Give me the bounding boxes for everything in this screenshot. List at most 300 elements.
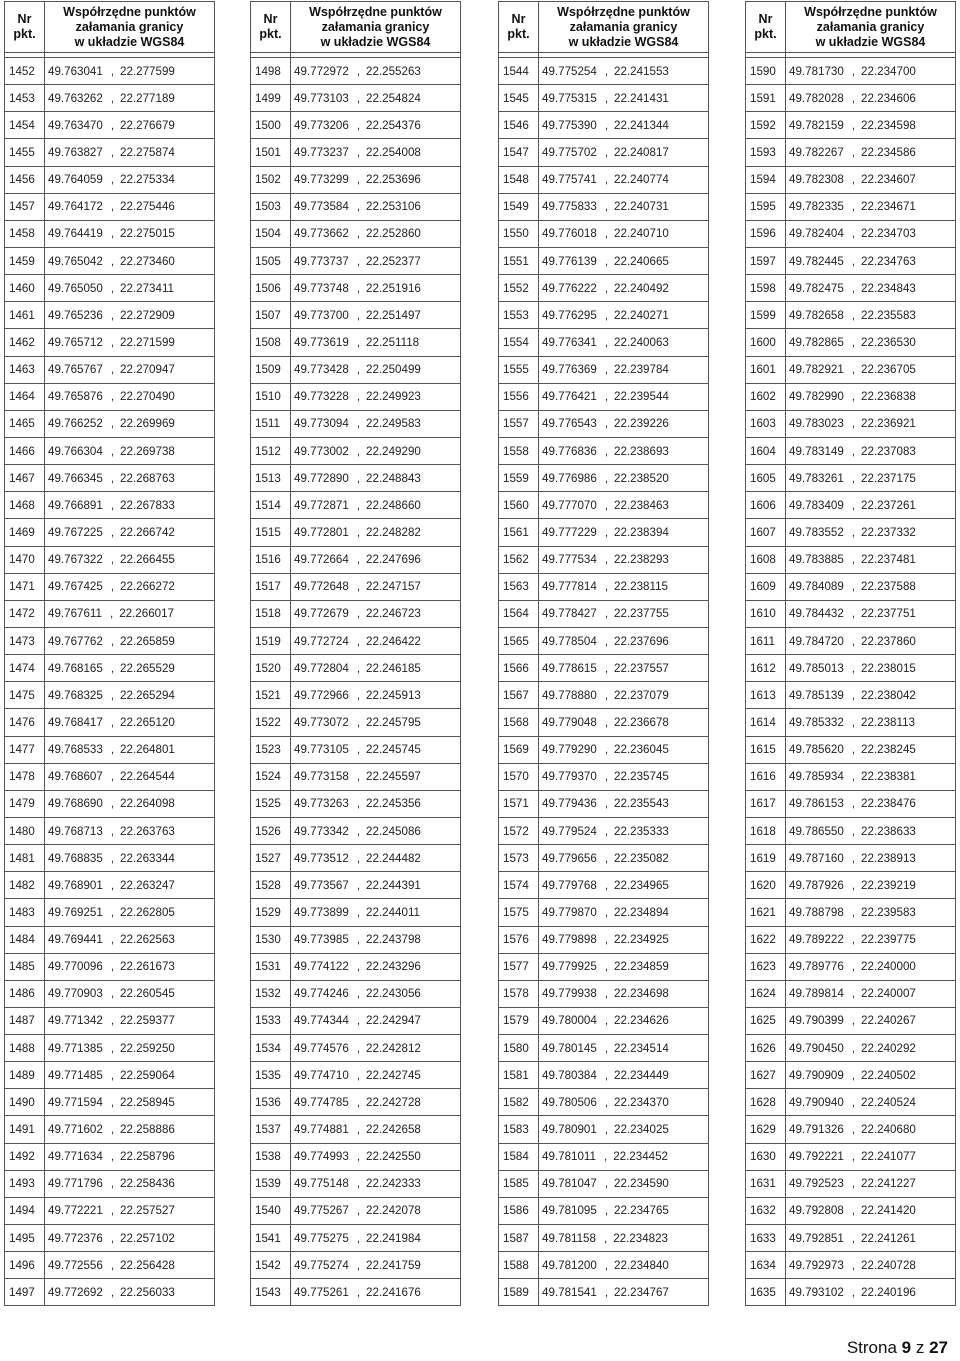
point-coordinates [786,112,956,139]
latitude: 49.780901 [542,1123,597,1137]
point-coordinates [539,817,709,844]
coordinates-table [745,1,956,1306]
latitude: 49.775148 [294,1177,349,1191]
latitude: 49.790450 [789,1041,844,1055]
point-coordinates [45,1089,215,1116]
longitude: 22.259064 [120,1068,175,1082]
table-row [746,763,956,790]
point-number: 1504 [251,220,291,247]
point-coordinates [291,356,461,383]
point-number: 1629 [746,1116,786,1143]
table-row [251,492,461,519]
longitude: 22.246422 [366,634,421,648]
coordinate-separator: , [356,64,361,78]
table-row [5,356,215,383]
nr-header-line: Nr [511,12,526,26]
latitude: 49.771796 [48,1177,103,1191]
table-row [746,1089,956,1116]
coordinate-separator: , [604,335,609,349]
longitude: 22.246723 [366,607,421,621]
point-coordinates [539,655,709,682]
coordinate-separator: , [851,824,856,838]
latitude: 49.765042 [48,254,103,268]
longitude: 22.247696 [366,553,421,567]
coordinate-separator: , [604,1177,609,1191]
nr-header [499,2,539,53]
point-coordinates [291,682,461,709]
latitude: 49.773072 [294,715,349,729]
table-row [5,682,215,709]
table-row [746,1035,956,1062]
point-coordinates [539,980,709,1007]
latitude: 49.784432 [789,607,844,621]
point-coordinates [291,329,461,356]
latitude: 49.770096 [48,960,103,974]
latitude: 49.787160 [789,851,844,865]
point-coordinates [45,166,215,193]
table-row [5,1143,215,1170]
point-coordinates [786,872,956,899]
latitude: 49.788798 [789,905,844,919]
point-coordinates [539,872,709,899]
table-row [499,899,709,926]
latitude: 49.792221 [789,1150,844,1164]
point-coordinates [786,926,956,953]
point-number: 1603 [746,410,786,437]
longitude: 22.237557 [614,661,669,675]
point-number: 1500 [251,112,291,139]
point-number: 1501 [251,139,291,166]
coordinate-separator: , [356,770,361,784]
point-number: 1455 [5,139,45,166]
coordinate-separator: , [110,851,115,865]
point-number: 1542 [251,1252,291,1279]
longitude: 22.236530 [861,335,916,349]
coordinate-separator: , [604,281,609,295]
coordinate-separator: , [851,91,856,105]
latitude: 49.792851 [789,1231,844,1245]
table-row [251,193,461,220]
coordinate-separator: , [356,661,361,675]
point-coordinates [45,1116,215,1143]
table-row [499,356,709,383]
point-number: 1475 [5,682,45,709]
latitude: 49.786153 [789,797,844,811]
point-number: 1596 [746,220,786,247]
point-number: 1525 [251,790,291,817]
coordinates-header [291,2,461,53]
longitude: 22.263247 [120,878,175,892]
table-row [5,465,215,492]
coordinate-separator: , [110,1258,115,1272]
point-coordinates [291,980,461,1007]
longitude: 22.240063 [614,335,669,349]
coordinate-separator: , [356,797,361,811]
table-row [746,356,956,383]
point-number: 1584 [499,1143,539,1170]
table-row [5,655,215,682]
longitude: 22.242658 [366,1123,421,1137]
longitude: 22.234700 [861,64,916,78]
point-coordinates [45,546,215,573]
longitude: 22.258886 [120,1123,175,1137]
point-number: 1630 [746,1143,786,1170]
table-row [499,410,709,437]
longitude: 22.248843 [366,471,421,485]
longitude: 22.245356 [366,797,421,811]
latitude: 49.769441 [48,933,103,947]
coordinate-separator: , [356,1014,361,1028]
coordinate-separator: , [604,444,609,458]
longitude: 22.269738 [120,444,175,458]
point-coordinates [539,1062,709,1089]
table-row [499,872,709,899]
latitude: 49.764419 [48,227,103,241]
table-row [746,1062,956,1089]
table-row [251,1007,461,1034]
point-number: 1495 [5,1225,45,1252]
coordinate-separator: , [851,64,856,78]
point-coordinates [539,1197,709,1224]
point-number: 1621 [746,899,786,926]
latitude: 49.767762 [48,634,103,648]
table-row [5,58,215,85]
table-row [251,872,461,899]
latitude: 49.790940 [789,1095,844,1109]
table-row [251,220,461,247]
latitude: 49.775702 [542,145,597,159]
point-coordinates [786,220,956,247]
point-coordinates [539,139,709,166]
point-coordinates [45,709,215,736]
longitude: 22.234671 [861,200,916,214]
footer-label: Strona [846,1338,897,1357]
point-number: 1452 [5,58,45,85]
longitude: 22.242078 [366,1204,421,1218]
point-number: 1594 [746,166,786,193]
table-row [5,492,215,519]
longitude: 22.241759 [366,1258,421,1272]
table-row [499,573,709,600]
longitude: 22.244482 [366,851,421,865]
latitude: 49.776222 [542,281,597,295]
table-row [251,1116,461,1143]
point-number: 1520 [251,655,291,682]
point-number: 1597 [746,247,786,274]
point-number: 1496 [5,1252,45,1279]
longitude: 22.240196 [861,1285,916,1299]
point-coordinates [539,926,709,953]
point-coordinates [539,193,709,220]
latitude: 49.766304 [48,444,103,458]
nr-header [251,2,291,53]
latitude: 49.772801 [294,525,349,539]
point-coordinates [291,139,461,166]
point-coordinates [539,220,709,247]
point-coordinates [786,1252,956,1279]
longitude: 22.234590 [614,1177,669,1191]
longitude: 22.240267 [861,1014,916,1028]
latitude: 49.772692 [48,1285,103,1299]
latitude: 49.775741 [542,173,597,187]
point-coordinates [539,682,709,709]
latitude: 49.779436 [542,797,597,811]
latitude: 49.773700 [294,308,349,322]
table-row [499,736,709,763]
latitude: 49.785934 [789,770,844,784]
table-row [5,329,215,356]
latitude: 49.782990 [789,390,844,404]
latitude: 49.766345 [48,471,103,485]
latitude: 49.772221 [48,1204,103,1218]
point-coordinates [291,220,461,247]
point-number: 1454 [5,112,45,139]
point-number: 1626 [746,1035,786,1062]
table-row [251,302,461,329]
longitude: 22.240817 [614,145,669,159]
point-number: 1562 [499,546,539,573]
table-row [746,139,956,166]
point-number: 1545 [499,85,539,112]
latitude: 49.771385 [48,1041,103,1055]
table-row [499,709,709,736]
coordinates-table [250,1,461,1306]
coordinate-separator: , [604,743,609,757]
point-number: 1519 [251,627,291,654]
latitude: 49.785013 [789,661,844,675]
point-number: 1558 [499,437,539,464]
latitude: 49.772966 [294,688,349,702]
coordinate-separator: , [604,1204,609,1218]
longitude: 22.234626 [614,1014,669,1028]
latitude: 49.773342 [294,824,349,838]
point-coordinates [786,655,956,682]
longitude: 22.237588 [861,580,916,594]
point-number: 1508 [251,329,291,356]
point-number: 1565 [499,627,539,654]
table-row [5,980,215,1007]
longitude: 22.268763 [120,471,175,485]
longitude: 22.238245 [861,743,916,757]
footer-page: 9 [901,1338,912,1357]
point-number: 1585 [499,1170,539,1197]
latitude: 49.773228 [294,390,349,404]
point-coordinates [786,790,956,817]
point-number: 1524 [251,763,291,790]
table-row [499,953,709,980]
table-row [746,58,956,85]
table-row [499,1170,709,1197]
point-coordinates [45,736,215,763]
point-number: 1595 [746,193,786,220]
table-row [251,1035,461,1062]
longitude: 22.237751 [861,607,916,621]
point-number: 1549 [499,193,539,220]
coordinates-header-line: Współrzędne punktów [63,4,196,19]
table-row [5,1116,215,1143]
table-row [251,1197,461,1224]
point-number: 1574 [499,872,539,899]
point-coordinates [786,437,956,464]
table-row [746,682,956,709]
table-row [499,1035,709,1062]
coordinate-separator: , [110,335,115,349]
point-number: 1570 [499,763,539,790]
latitude: 49.768713 [48,824,103,838]
point-coordinates [786,1035,956,1062]
longitude: 22.251916 [366,281,421,295]
latitude: 49.780384 [542,1068,597,1082]
longitude: 22.257102 [120,1231,175,1245]
point-number: 1479 [5,790,45,817]
point-number: 1578 [499,980,539,1007]
coordinate-separator: , [604,91,609,105]
point-number: 1592 [746,112,786,139]
point-number: 1521 [251,682,291,709]
coordinate-separator: , [851,770,856,784]
table-row [251,790,461,817]
table-row [5,193,215,220]
point-number: 1566 [499,655,539,682]
point-number: 1605 [746,465,786,492]
longitude: 22.240502 [861,1068,916,1082]
table-row [251,709,461,736]
latitude: 49.779524 [542,824,597,838]
point-number: 1476 [5,709,45,736]
point-coordinates [45,1197,215,1224]
table-row [746,1143,956,1170]
longitude: 22.236678 [614,715,669,729]
longitude: 22.240000 [861,960,916,974]
coordinate-separator: , [851,118,856,132]
latitude: 49.789776 [789,960,844,974]
coordinate-separator: , [604,308,609,322]
point-coordinates [539,1279,709,1306]
table-row [5,1170,215,1197]
nr-header [746,2,786,53]
latitude: 49.773748 [294,281,349,295]
latitude: 49.774785 [294,1095,349,1109]
latitude: 49.779768 [542,878,597,892]
coordinates-header-line: załamania granicy [569,19,678,34]
table-row [5,1225,215,1252]
table-row [499,1062,709,1089]
latitude: 49.773737 [294,254,349,268]
coordinates-header [539,2,709,53]
point-number: 1609 [746,573,786,600]
table-row [251,1252,461,1279]
point-number: 1530 [251,926,291,953]
point-number: 1529 [251,899,291,926]
point-number: 1589 [499,1279,539,1306]
table-row [499,655,709,682]
coordinate-separator: , [356,905,361,919]
latitude: 49.767611 [48,607,102,621]
point-coordinates [786,1170,956,1197]
point-number: 1635 [746,1279,786,1306]
latitude: 49.791326 [789,1123,844,1137]
point-coordinates [45,492,215,519]
latitude: 49.772648 [294,580,349,594]
longitude: 22.241261 [861,1231,916,1245]
table-row [499,1007,709,1034]
latitude: 49.767225 [48,525,103,539]
coordinate-separator: , [356,308,361,322]
point-number: 1535 [251,1062,291,1089]
point-coordinates [786,1007,956,1034]
table-row [251,980,461,1007]
latitude: 49.772804 [294,661,349,675]
point-number: 1632 [746,1197,786,1224]
coordinate-separator: , [604,878,609,892]
longitude: 22.275015 [120,227,175,241]
coordinate-separator: , [110,363,115,377]
point-number: 1474 [5,655,45,682]
longitude: 22.266742 [120,525,175,539]
longitude: 22.234025 [614,1123,669,1137]
point-coordinates [45,763,215,790]
latitude: 49.773428 [294,363,349,377]
point-coordinates [291,492,461,519]
coordinate-separator: , [851,715,856,729]
latitude: 49.776018 [542,227,597,241]
coordinate-separator: , [851,1041,856,1055]
point-number: 1581 [499,1062,539,1089]
latitude: 49.774881 [294,1123,349,1137]
coordinate-separator: , [356,1204,361,1218]
point-number: 1527 [251,845,291,872]
longitude: 22.234763 [861,254,916,268]
point-number: 1541 [251,1225,291,1252]
point-coordinates [45,247,215,274]
point-coordinates [291,383,461,410]
point-number: 1547 [499,139,539,166]
coordinate-separator: , [110,1150,115,1164]
longitude: 22.265294 [120,688,175,702]
table-row [746,85,956,112]
coordinate-separator: , [356,634,361,648]
longitude: 22.242333 [366,1177,421,1191]
latitude: 49.776836 [542,444,597,458]
coordinate-separator: , [604,661,609,675]
point-coordinates [539,492,709,519]
coordinate-separator: , [604,64,609,78]
table-row [251,1279,461,1306]
coordinate-separator: , [356,1041,361,1055]
coordinate-separator: , [356,281,361,295]
point-number: 1575 [499,899,539,926]
point-number: 1556 [499,383,539,410]
longitude: 22.234514 [614,1041,669,1055]
point-number: 1543 [251,1279,291,1306]
latitude: 49.779925 [542,960,597,974]
point-coordinates [291,465,461,492]
coordinate-separator: , [109,607,114,621]
latitude: 49.775267 [294,1204,349,1218]
table-row [5,437,215,464]
latitude: 49.782335 [789,200,844,214]
coordinate-separator: , [851,281,856,295]
latitude: 49.765876 [48,390,103,404]
table-row [5,1252,215,1279]
latitude: 49.781047 [542,1177,597,1191]
point-coordinates [539,302,709,329]
coordinate-separator: , [604,715,609,729]
longitude: 22.277189 [120,91,175,105]
latitude: 49.774122 [294,960,349,974]
coordinate-separator: , [356,688,361,702]
latitude: 49.777814 [542,580,597,594]
